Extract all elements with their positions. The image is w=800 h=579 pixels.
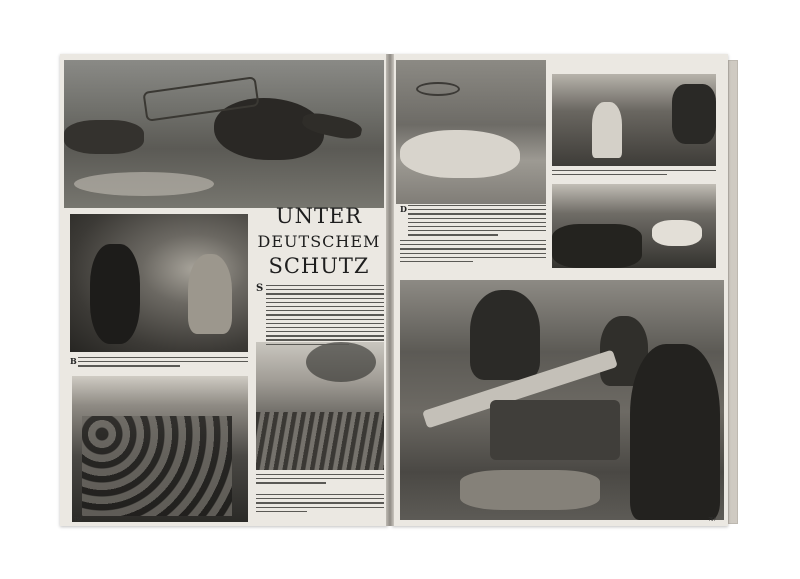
left-page <box>60 54 388 526</box>
article-title <box>252 204 386 279</box>
page-stack-edge <box>728 60 738 524</box>
right-caption-upper <box>408 205 546 239</box>
title-line-3: SCHUTZ <box>268 254 370 278</box>
refugee-carts-photo <box>552 74 716 166</box>
prisoners-column-photo <box>72 376 248 522</box>
supply-crowd-photo <box>552 184 716 268</box>
right-caption-dropcap: D <box>400 204 407 214</box>
right-page <box>392 54 728 526</box>
machine-gun-crew-photo <box>400 280 724 520</box>
left-page-number: 756 <box>74 517 82 522</box>
binding-gutter <box>386 54 394 526</box>
intro-dropcap: S <box>256 283 264 294</box>
dead-horse-photo <box>396 60 546 204</box>
right-page-number: 757 <box>708 517 716 522</box>
carts-caption <box>552 170 716 178</box>
title-line-1: UNTER <box>275 204 363 228</box>
intro-text-block <box>266 285 384 348</box>
column-caption <box>256 494 384 515</box>
battlefield-photo <box>64 60 384 208</box>
right-caption-lower <box>400 240 546 265</box>
title-line-2: DEUTSCHEM <box>257 232 381 251</box>
magazine-spread <box>60 54 736 526</box>
village-caption <box>256 474 384 487</box>
fugitives-caption <box>78 357 248 370</box>
burning-village-photo <box>256 342 384 470</box>
refugees-photo <box>70 214 248 352</box>
caption-dropcap: B <box>70 356 77 366</box>
